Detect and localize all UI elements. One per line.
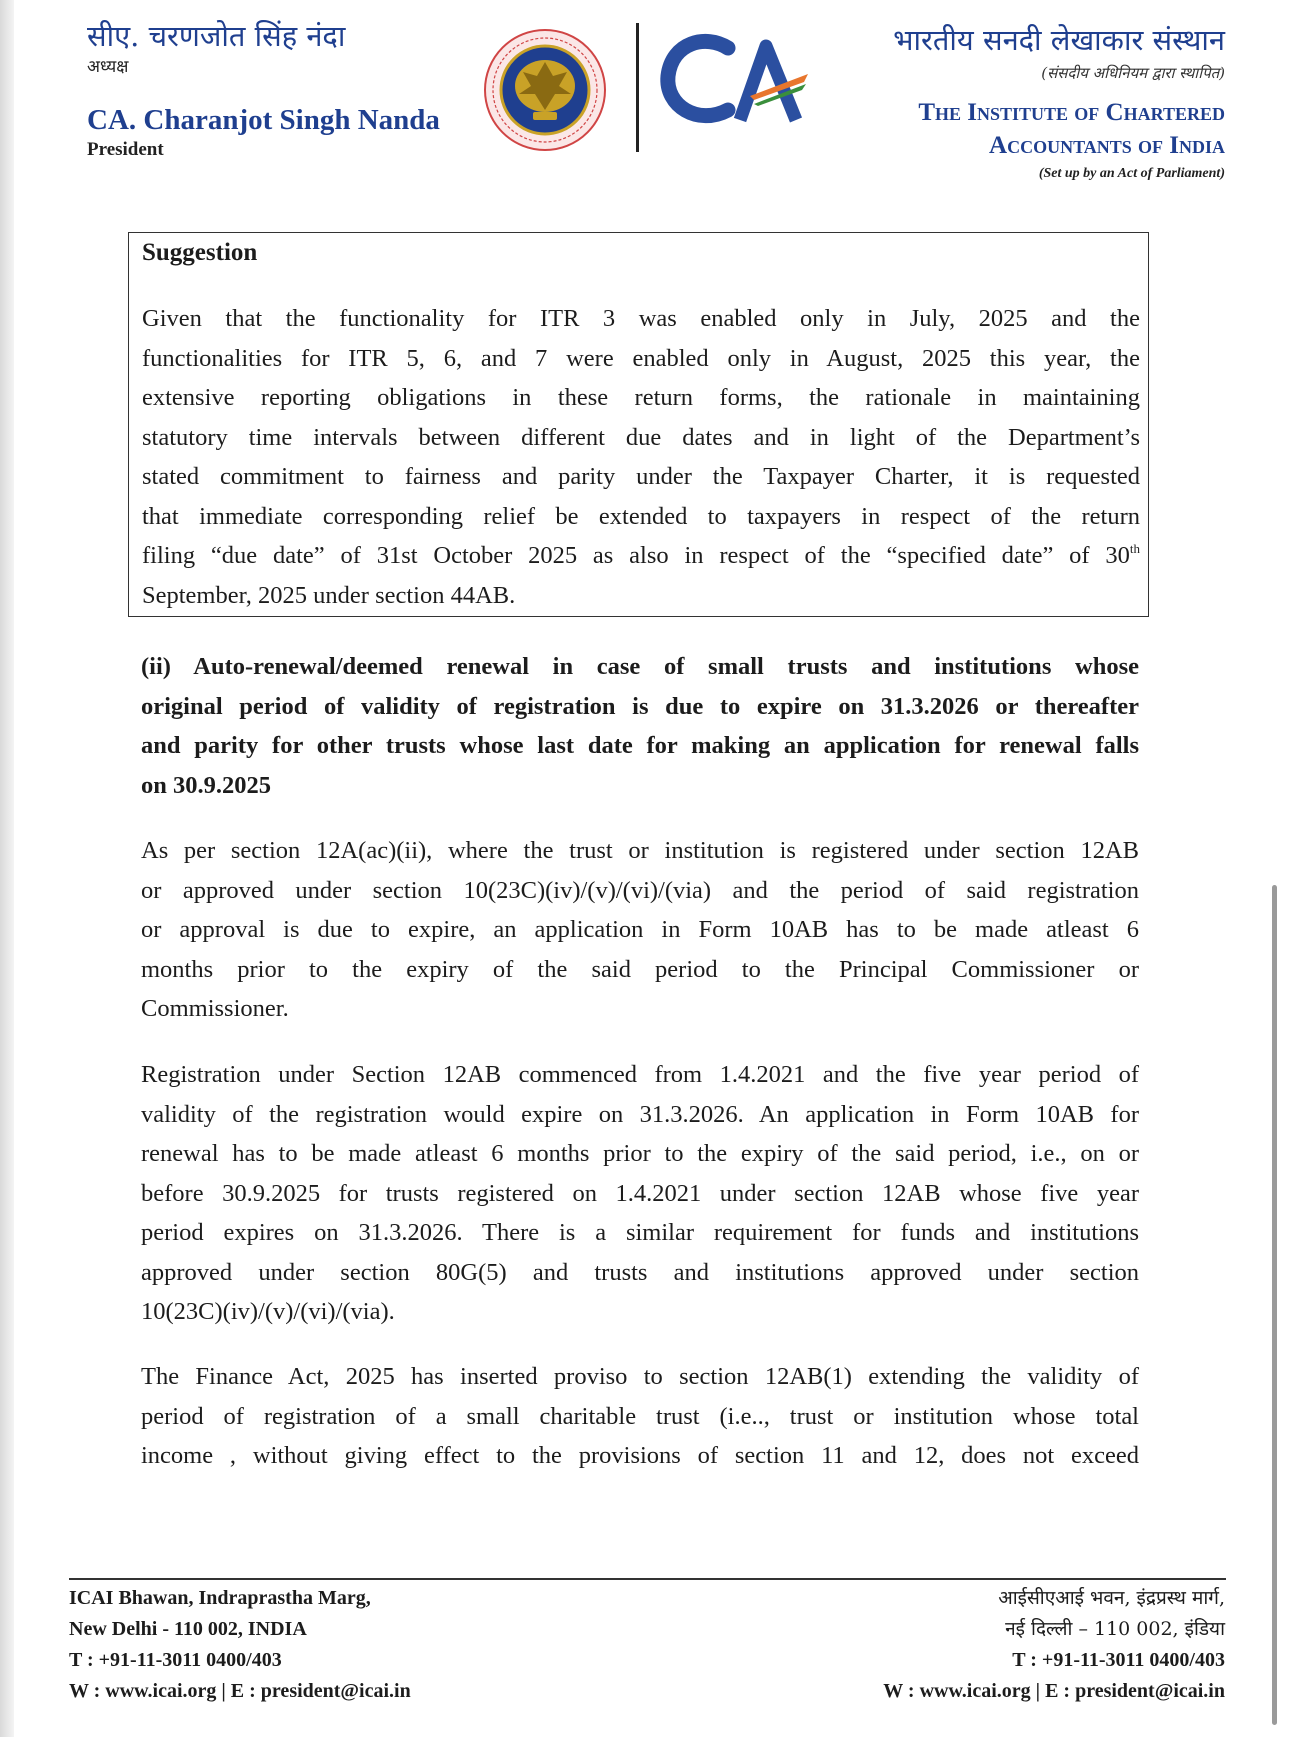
text-line: Registration under Section 12AB commenced from 1.4.2021 and the five year period of bbox=[141, 1061, 1139, 1088]
suggestion-title: Suggestion bbox=[142, 239, 258, 266]
footer-phone: T : +91-11-3011 0400/403 bbox=[69, 1649, 282, 1671]
institute-subtitle: (Set up by an Act of Parliament) bbox=[1038, 166, 1225, 181]
footer-line: आईसीएआई भवन, इंद्रप्रस्थ मार्ग, bbox=[998, 1587, 1225, 1609]
text-line: period of registration of a small charitable trust (i.e.., trust or institution whose total bbox=[141, 1402, 1139, 1430]
heading-line: and parity for other trusts whose last date for making an application for renewal falls bbox=[141, 732, 1139, 759]
footer-line: New Delhi - 110 002, INDIA bbox=[69, 1618, 307, 1640]
suggestion-text bbox=[142, 299, 1140, 615]
text-line: September, 2025 under section 44AB. bbox=[142, 581, 516, 609]
institute-block bbox=[893, 18, 1225, 184]
institute-name-hindi: भारतीय सनदी लेखाकार संस्थान bbox=[893, 23, 1225, 57]
text-line: 10(23C)(iv)/(v)/(vi)/(via). bbox=[141, 1298, 395, 1325]
scrollbar[interactable] bbox=[1272, 885, 1277, 1725]
institute-name-line2: Accountants of India bbox=[989, 132, 1225, 159]
section-heading bbox=[141, 647, 1139, 805]
footer-address-english bbox=[69, 1583, 411, 1707]
text-line: months prior to the expiry of the said period to the Principal Commissioner or bbox=[141, 955, 1139, 983]
text-line: that immediate corresponding relief be extended to taxpayers in respect of the return bbox=[142, 502, 1140, 530]
icai-emblem-logo bbox=[483, 28, 607, 152]
text-line bbox=[142, 536, 1140, 576]
heading-line: (ii) Auto-renewal/deemed renewal in case of small trusts and institutions whose bbox=[141, 653, 1139, 680]
text-line: functionalities for ITR 5, 6, and 7 were enabled only in August, 2025 this year, the bbox=[142, 344, 1140, 372]
header-divider bbox=[636, 23, 639, 152]
text-line: As per section 12A(ac)(ii), where the trust or institution is registered under section 12AB bbox=[141, 837, 1139, 864]
president-designation-hindi: अध्यक्ष bbox=[87, 57, 129, 77]
text-line: statutory time intervals between different due dates and in light of the Department’s bbox=[142, 423, 1140, 451]
text-line: extensive reporting obligations in these return forms, the rationale in maintaining bbox=[142, 384, 1140, 411]
text-line: income , without giving effect to the provisions of section 11 and 12, does not exceed bbox=[141, 1442, 1139, 1469]
text-line: period expires on 31.3.2026. There is a similar requirement for funds and institutions bbox=[141, 1219, 1139, 1246]
text-line: Given that the functionality for ITR 3 was enabled only in July, 2025 and the bbox=[142, 305, 1140, 332]
page-edge-shadow bbox=[0, 0, 14, 1737]
footer-line: नई दिल्ली – 110 002, इंडिया bbox=[1005, 1618, 1225, 1640]
footer-web-email[interactable]: W : www.icai.org | E : president@icai.in bbox=[883, 1680, 1225, 1702]
text-line: approved under section 80G(5) and trusts and institutions approved under section bbox=[141, 1258, 1139, 1286]
text-line: Commissioner. bbox=[141, 995, 289, 1022]
institute-subtitle-hindi: (संसदीय अधिनियम द्वारा स्थापित) bbox=[1041, 64, 1225, 82]
president-block bbox=[87, 14, 440, 162]
text-line: stated commitment to fairness and parity under the Taxpayer Charter, it is requested bbox=[142, 463, 1140, 490]
text-line: The Finance Act, 2025 has inserted proviso to section 12AB(1) extending the validity of bbox=[141, 1363, 1139, 1390]
ca-india-logo bbox=[658, 30, 818, 152]
paragraph-section-12a bbox=[141, 831, 1139, 1029]
text-line: before 30.9.2025 for trusts registered on 1.4.2021 under section 12AB whose five year bbox=[141, 1179, 1139, 1207]
footer-address-hindi bbox=[883, 1583, 1225, 1707]
paragraph-registration bbox=[141, 1055, 1139, 1332]
text-line: renewal has to be made atleast 6 months prior to the expiry of the said period, i.e., on or bbox=[141, 1140, 1139, 1167]
president-name: CA. Charanjot Singh Nanda bbox=[87, 104, 440, 136]
institute-name-line1: The Institute of Chartered bbox=[918, 99, 1225, 126]
suggestion-box bbox=[128, 232, 1149, 617]
text-line: or approval is due to expire, an application in Form 10AB has to be made atleast 6 bbox=[141, 916, 1139, 943]
president-designation: President bbox=[87, 139, 164, 160]
president-name-hindi: सीए. चरणजोत सिंह नंदा bbox=[87, 19, 346, 53]
heading-line: on 30.9.2025 bbox=[141, 771, 272, 799]
paragraph-finance-act bbox=[141, 1357, 1139, 1476]
footer-phone: T : +91-11-3011 0400/403 bbox=[1012, 1649, 1225, 1671]
footer-line: ICAI Bhawan, Indraprastha Marg, bbox=[69, 1587, 371, 1609]
text-fragment: filing “due date” of 31st October 2025 as also in respect of the “specified date” of 30 bbox=[142, 542, 1130, 569]
footer-web-email[interactable]: W : www.icai.org | E : president@icai.in bbox=[69, 1680, 411, 1702]
text-line: or approved under section 10(23C)(iv)/(v)/(vi)/(via) and the period of said registration bbox=[141, 876, 1139, 904]
superscript: th bbox=[1129, 541, 1140, 556]
text-line: validity of the registration would expire on 31.3.2026. An application in Form 10AB for bbox=[141, 1100, 1139, 1128]
heading-line: original period of validity of registration is due to expire on 31.3.2026 or thereafter bbox=[141, 692, 1139, 720]
footer-rule bbox=[69, 1578, 1226, 1580]
